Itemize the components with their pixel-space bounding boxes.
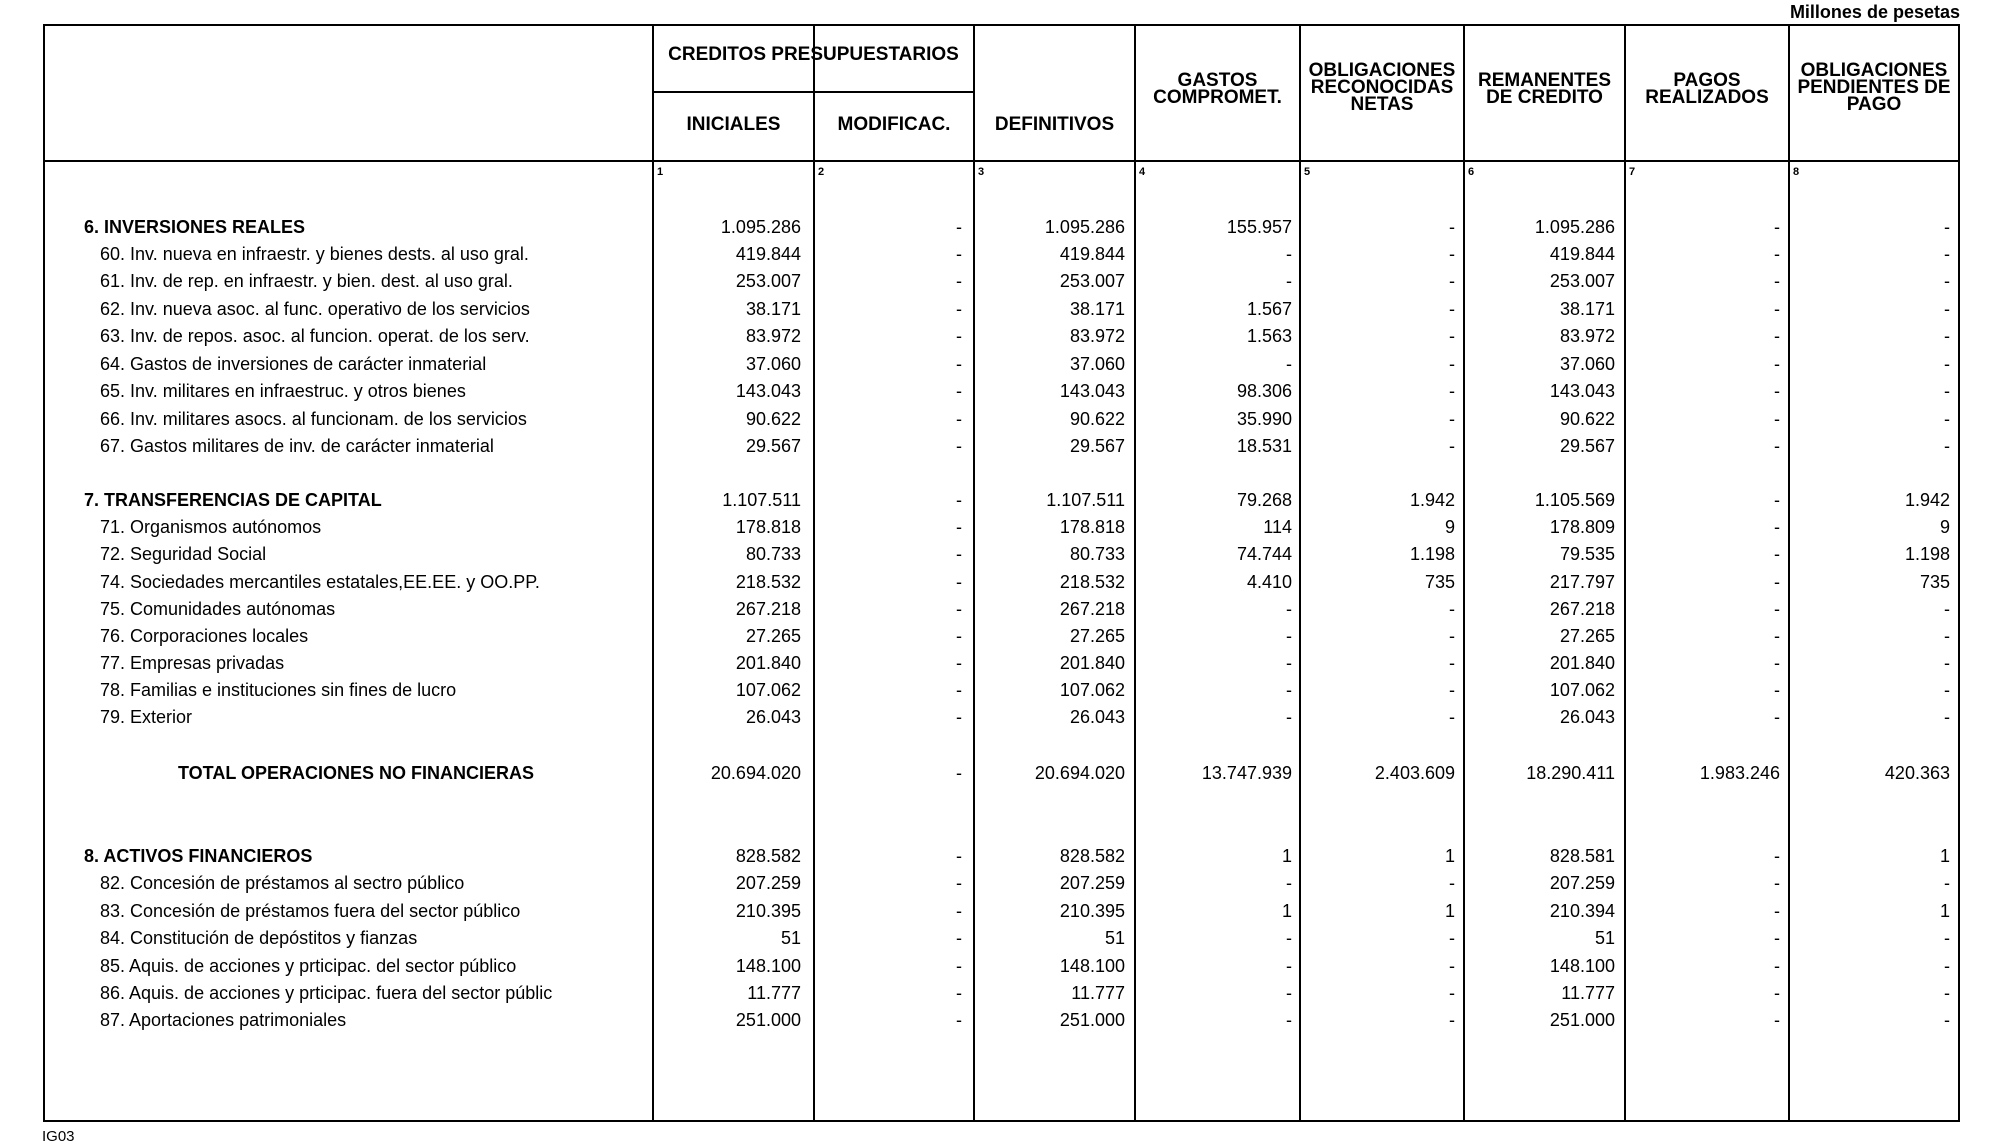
row-label: 71. Organismos autónomos (100, 517, 322, 537)
cell-col-4: 1 (1281, 901, 1292, 921)
cell-col-3: 83.972 (1069, 326, 1125, 346)
cell-col-7: - (1774, 409, 1780, 429)
header-line: OBLIGACIONES (1308, 60, 1456, 81)
cell-col-2: - (956, 326, 962, 346)
cell-col-5: - (1449, 271, 1455, 291)
cell-col-4: 18.531 (1236, 436, 1292, 456)
cell-col-6: 11.777 (1561, 983, 1615, 1003)
row-label: 63. Inv. de repos. asoc. al funcion. operat. de los serv. (100, 326, 530, 346)
cell-col-3: 143.043 (1059, 381, 1125, 401)
table-row (0, 487, 2000, 514)
cell-col-5: 9 (1444, 517, 1455, 537)
row-label: 75. Comunidades autónomas (100, 599, 336, 619)
cell-col-5: - (1449, 599, 1455, 619)
cell-col-4: - (1286, 928, 1292, 948)
cell-col-2: - (956, 299, 962, 319)
cell-col-7: - (1774, 599, 1780, 619)
cell-col-4: - (1286, 599, 1292, 619)
cell-col-2: - (956, 381, 962, 401)
table-row (0, 677, 2000, 704)
cell-col-3: 178.818 (1059, 517, 1125, 537)
table-row (0, 843, 2000, 870)
cell-col-4: 155.957 (1226, 217, 1292, 237)
cell-col-4: 1.563 (1246, 326, 1292, 346)
cell-col-6: 148.100 (1549, 956, 1615, 976)
cell-col-8: - (1944, 626, 1950, 646)
cell-col-5: - (1449, 956, 1455, 976)
row-label: 67. Gastos militares de inv. de carácter inmaterial (100, 436, 494, 456)
header-line: GASTOS (1177, 70, 1258, 91)
row-label: 7. TRANSFERENCIAS DE CAPITAL (84, 490, 382, 510)
cell-col-7: - (1774, 436, 1780, 456)
cell-col-1: 143.043 (735, 381, 801, 401)
cell-col-8: 9 (1939, 517, 1950, 537)
table-row (0, 268, 2000, 295)
cell-col-2: - (956, 873, 962, 893)
cell-col-8: - (1944, 326, 1950, 346)
header-pagos (1626, 72, 1788, 106)
cell-col-8: - (1944, 1010, 1950, 1030)
cell-col-1: 419.844 (735, 244, 801, 264)
cell-col-7: - (1774, 983, 1780, 1003)
cell-col-4: - (1286, 680, 1292, 700)
cell-col-1: 1.107.511 (722, 490, 801, 510)
cell-col-7: - (1774, 956, 1780, 976)
row-label: 74. Sociedades mercantiles estatales,EE.EE. y OO.PP. (100, 572, 540, 592)
cell-col-8: 1 (1939, 846, 1950, 866)
cell-col-6: 107.062 (1549, 680, 1615, 700)
col-number: 1 (657, 166, 664, 178)
cell-col-8: - (1944, 956, 1950, 976)
footer-code: IG03 (42, 1128, 75, 1145)
row-label: 65. Inv. militares en infraestruc. y otros bienes (100, 381, 466, 401)
cell-col-8: 1 (1939, 901, 1950, 921)
row-label: 84. Constitución de depóstitos y fianzas (100, 928, 418, 948)
cell-col-6: 217.797 (1549, 572, 1615, 592)
cell-col-6: 27.265 (1559, 626, 1615, 646)
header-bottom-line (43, 160, 1960, 162)
header-line: REALIZADOS (1645, 87, 1769, 108)
cell-col-6: 90.622 (1559, 409, 1615, 429)
table-row (0, 870, 2000, 897)
cell-col-4: - (1286, 271, 1292, 291)
cell-col-6: 253.007 (1549, 271, 1615, 291)
table-row (0, 980, 2000, 1007)
cell-col-3: 27.265 (1069, 626, 1125, 646)
cell-col-7: - (1774, 680, 1780, 700)
cell-col-4: 1 (1281, 846, 1292, 866)
cell-col-1: 27.265 (745, 626, 801, 646)
cell-col-5: - (1449, 381, 1455, 401)
col-number: 2 (818, 166, 825, 178)
cell-col-3: 20.694.020 (1034, 763, 1125, 783)
cell-col-6: 1.095.286 (1534, 217, 1615, 237)
cell-col-3: 148.100 (1059, 956, 1125, 976)
cell-col-7: - (1774, 846, 1780, 866)
table-row (0, 596, 2000, 623)
cell-col-2: - (956, 409, 962, 429)
cell-col-5: - (1449, 653, 1455, 673)
cell-col-3: 251.000 (1059, 1010, 1125, 1030)
cell-col-6: 38.171 (1559, 299, 1615, 319)
header-line: REMANENTES (1477, 70, 1611, 91)
row-label: 60. Inv. nueva en infraestr. y bienes dests. al uso gral. (100, 244, 529, 264)
table-row (0, 323, 2000, 350)
cell-col-5: - (1449, 299, 1455, 319)
table-row (0, 898, 2000, 925)
cell-col-3: 80.733 (1069, 544, 1125, 564)
cell-col-1: 207.259 (735, 873, 801, 893)
header-line: OBLIGACIONES (1800, 60, 1948, 81)
cell-col-1: 178.818 (735, 517, 801, 537)
cell-col-7: - (1774, 572, 1780, 592)
header-line: DE CREDITO (1486, 87, 1603, 108)
col-number: 4 (1139, 166, 1146, 178)
header-line: COMPROMET. (1153, 87, 1282, 108)
cell-col-8: - (1944, 928, 1950, 948)
cell-col-4: - (1286, 626, 1292, 646)
cell-col-1: 11.777 (747, 983, 801, 1003)
cell-col-6: 37.060 (1559, 354, 1615, 374)
cell-col-2: - (956, 572, 962, 592)
header-line: NETAS (1350, 94, 1414, 115)
cell-col-3: 253.007 (1059, 271, 1125, 291)
cell-col-7: - (1774, 217, 1780, 237)
header-line: PAGOS (1673, 70, 1741, 91)
col-number: 8 (1793, 166, 1800, 178)
cell-col-3: 201.840 (1059, 653, 1125, 673)
cell-col-3: 29.567 (1069, 436, 1125, 456)
table-row (0, 433, 2000, 460)
units-note: Millones de pesetas (1789, 2, 1960, 22)
cell-col-1: 201.840 (735, 653, 801, 673)
cell-col-2: - (956, 599, 962, 619)
header-line: RECONOCIDAS (1310, 77, 1454, 98)
cell-col-3: 107.062 (1059, 680, 1125, 700)
cell-col-5: - (1449, 680, 1455, 700)
header-modificac: MODIFICAC. (837, 114, 951, 135)
cell-col-2: - (956, 244, 962, 264)
cell-col-6: 29.567 (1559, 436, 1615, 456)
cell-col-7: 1.983.246 (1699, 763, 1780, 783)
cell-col-7: - (1774, 873, 1780, 893)
header-creditos: CREDITOS PRESUPUESTARIOS (668, 44, 959, 65)
cell-col-2: - (956, 763, 962, 783)
cell-col-6: 26.043 (1559, 707, 1615, 727)
cell-col-2: - (956, 707, 962, 727)
cell-col-2: - (956, 928, 962, 948)
row-label: 62. Inv. nueva asoc. al func. operativo de los servicios (100, 299, 530, 319)
row-label: 87. Aportaciones patrimoniales (100, 1010, 347, 1030)
cell-col-6: 251.000 (1549, 1010, 1615, 1030)
cell-col-3: 267.218 (1059, 599, 1125, 619)
cell-col-3: 90.622 (1069, 409, 1125, 429)
cell-col-2: - (956, 436, 962, 456)
cell-col-7: - (1774, 517, 1780, 537)
cell-col-8: - (1944, 354, 1950, 374)
cell-col-1: 251.000 (735, 1010, 801, 1030)
cell-col-6: 828.581 (1549, 846, 1615, 866)
cell-col-4: 114 (1263, 517, 1292, 537)
cell-col-1: 210.395 (735, 901, 801, 921)
cell-col-7: - (1774, 490, 1780, 510)
cell-col-6: 1.105.569 (1534, 490, 1615, 510)
cell-col-4: 4.410 (1246, 572, 1292, 592)
cell-col-7: - (1774, 381, 1780, 401)
cell-col-5: 1 (1444, 846, 1455, 866)
cell-col-6: 143.043 (1549, 381, 1615, 401)
cell-col-3: 26.043 (1069, 707, 1125, 727)
row-label: 78. Familias e instituciones sin fines de lucro (100, 680, 457, 700)
cell-col-8: - (1944, 873, 1950, 893)
cell-col-1: 38.171 (745, 299, 801, 319)
header-obligaciones (1301, 62, 1463, 113)
cell-col-5: 735 (1424, 572, 1455, 592)
cell-col-2: - (956, 680, 962, 700)
cell-col-8: 420.363 (1884, 763, 1950, 783)
cell-col-6: 51 (1594, 928, 1615, 948)
row-label: 79. Exterior (100, 707, 193, 727)
cell-col-2: - (956, 517, 962, 537)
cell-col-7: - (1774, 901, 1780, 921)
cell-col-2: - (956, 271, 962, 291)
cell-col-5: 1.942 (1409, 490, 1455, 510)
cell-col-4: - (1286, 244, 1292, 264)
cell-col-7: - (1774, 1010, 1780, 1030)
cell-col-1: 1.095.286 (720, 217, 801, 237)
cell-col-2: - (956, 983, 962, 1003)
cell-col-8: 1.198 (1904, 544, 1950, 564)
header-gastos (1136, 72, 1299, 106)
cell-col-8: - (1944, 244, 1950, 264)
cell-col-5: - (1449, 409, 1455, 429)
cell-col-2: - (956, 1010, 962, 1030)
table-row (0, 296, 2000, 323)
cell-col-5: - (1449, 983, 1455, 1003)
cell-col-5: - (1449, 707, 1455, 727)
cell-col-3: 11.777 (1071, 983, 1125, 1003)
header-iniciales: INICIALES (686, 114, 781, 135)
cell-col-3: 207.259 (1059, 873, 1125, 893)
cell-col-1: 828.582 (735, 846, 801, 866)
cell-col-7: - (1774, 544, 1780, 564)
header-line: PAGO (1846, 94, 1902, 115)
cell-col-8: - (1944, 381, 1950, 401)
cell-col-5: - (1449, 436, 1455, 456)
table-row (0, 378, 2000, 405)
cell-col-4: - (1286, 1010, 1292, 1030)
cell-col-1: 253.007 (735, 271, 801, 291)
row-label: 85. Aquis. de acciones y prticipac. del sector público (100, 956, 517, 976)
cell-col-2: - (956, 846, 962, 866)
cell-col-8: 1.942 (1904, 490, 1950, 510)
cell-col-8: - (1944, 983, 1950, 1003)
table-row (0, 351, 2000, 378)
cell-col-8: - (1944, 436, 1950, 456)
cell-col-1: 148.100 (735, 956, 801, 976)
cell-col-5: - (1449, 217, 1455, 237)
cell-col-5: - (1449, 1010, 1455, 1030)
row-label: 66. Inv. militares asocs. al funcionam. de los servicios (100, 409, 527, 429)
table-row (0, 953, 2000, 980)
cell-col-8: - (1944, 217, 1950, 237)
cell-col-7: - (1774, 354, 1780, 374)
cell-col-4: 79.268 (1236, 490, 1292, 510)
cell-col-7: - (1774, 326, 1780, 346)
cell-col-6: 79.535 (1559, 544, 1615, 564)
cell-col-7: - (1774, 244, 1780, 264)
cell-col-4: 13.747.939 (1201, 763, 1292, 783)
cell-col-6: 178.809 (1549, 517, 1615, 537)
col-number: 7 (1629, 166, 1636, 178)
col-number: 5 (1304, 166, 1311, 178)
cell-col-1: 37.060 (745, 354, 801, 374)
cell-col-8: 735 (1919, 572, 1950, 592)
cell-col-1: 90.622 (745, 409, 801, 429)
table-row (0, 514, 2000, 541)
cell-col-3: 38.171 (1069, 299, 1125, 319)
cell-col-3: 828.582 (1059, 846, 1125, 866)
cell-col-5: 1.198 (1409, 544, 1455, 564)
cell-col-6: 201.840 (1549, 653, 1615, 673)
col-number: 3 (978, 166, 985, 178)
cell-col-5: 1 (1444, 901, 1455, 921)
table-row (0, 406, 2000, 433)
cell-col-8: - (1944, 299, 1950, 319)
cell-col-5: - (1449, 354, 1455, 374)
row-label: 86. Aquis. de acciones y prticipac. fuera del sector públic (100, 983, 553, 1003)
cell-col-6: 419.844 (1549, 244, 1615, 264)
header-line: PENDIENTES DE (1797, 77, 1951, 98)
row-label: 82. Concesión de préstamos al sectro público (100, 873, 465, 893)
table-row (0, 1007, 2000, 1034)
cell-col-4: - (1286, 354, 1292, 374)
cell-col-4: 35.990 (1236, 409, 1292, 429)
cell-col-3: 37.060 (1069, 354, 1125, 374)
cell-col-4: - (1286, 983, 1292, 1003)
cell-col-7: - (1774, 707, 1780, 727)
cell-col-1: 51 (780, 928, 801, 948)
cell-col-2: - (956, 354, 962, 374)
table-row (0, 704, 2000, 731)
cell-col-6: 83.972 (1559, 326, 1615, 346)
cell-col-7: - (1774, 928, 1780, 948)
cell-col-5: - (1449, 873, 1455, 893)
cell-col-3: 1.107.511 (1046, 490, 1125, 510)
cell-col-2: - (956, 901, 962, 921)
cell-col-2: - (956, 490, 962, 510)
cell-col-4: - (1286, 707, 1292, 727)
cell-col-1: 83.972 (745, 326, 801, 346)
table-row (0, 569, 2000, 596)
cell-col-5: - (1449, 626, 1455, 646)
cell-col-3: 51 (1104, 928, 1125, 948)
col-number: 6 (1468, 166, 1475, 178)
cell-col-1: 218.532 (735, 572, 801, 592)
row-label: 64. Gastos de inversiones de carácter inmaterial (100, 354, 487, 374)
row-label: 61. Inv. de rep. en infraestr. y bien. dest. al uso gral. (100, 271, 513, 291)
cell-col-8: - (1944, 409, 1950, 429)
cell-col-6: 18.290.411 (1526, 763, 1615, 783)
cell-col-4: 98.306 (1236, 381, 1292, 401)
cell-col-7: - (1774, 299, 1780, 319)
cell-col-1: 107.062 (735, 680, 801, 700)
table-row (0, 541, 2000, 568)
cell-col-3: 210.395 (1059, 901, 1125, 921)
cell-col-8: - (1944, 707, 1950, 727)
cell-col-1: 26.043 (745, 707, 801, 727)
header-remanentes (1465, 72, 1624, 106)
cell-col-7: - (1774, 653, 1780, 673)
cell-col-3: 419.844 (1059, 244, 1125, 264)
cell-col-6: 267.218 (1549, 599, 1615, 619)
table-row (0, 760, 2000, 787)
cell-col-8: - (1944, 599, 1950, 619)
header-definitivos: DEFINITIVOS (994, 114, 1115, 135)
cell-col-8: - (1944, 271, 1950, 291)
cell-col-5: 2.403.609 (1374, 763, 1455, 783)
row-label: TOTAL OPERACIONES NO FINANCIERAS (178, 763, 535, 783)
table-row (0, 214, 2000, 241)
header-pendientes (1790, 62, 1958, 113)
table-row (0, 241, 2000, 268)
cell-col-1: 80.733 (745, 544, 801, 564)
cell-col-2: - (956, 626, 962, 646)
cell-col-4: 74.744 (1236, 544, 1292, 564)
row-label: 76. Corporaciones locales (100, 626, 309, 646)
cell-col-6: 210.394 (1549, 901, 1615, 921)
cell-col-8: - (1944, 680, 1950, 700)
cell-col-3: 1.095.286 (1044, 217, 1125, 237)
cell-col-4: - (1286, 873, 1292, 893)
row-label: 83. Concesión de préstamos fuera del sector público (100, 901, 521, 921)
cell-col-2: - (956, 956, 962, 976)
cell-col-3: 218.532 (1059, 572, 1125, 592)
cell-col-4: - (1286, 956, 1292, 976)
row-label: 77. Empresas privadas (100, 653, 285, 673)
cell-col-4: 1.567 (1246, 299, 1292, 319)
cell-col-7: - (1774, 271, 1780, 291)
header-subdivider (652, 91, 975, 93)
cell-col-1: 29.567 (745, 436, 801, 456)
cell-col-4: - (1286, 653, 1292, 673)
table-row (0, 650, 2000, 677)
cell-col-6: 207.259 (1549, 873, 1615, 893)
cell-col-5: - (1449, 326, 1455, 346)
cell-col-5: - (1449, 928, 1455, 948)
cell-col-1: 267.218 (735, 599, 801, 619)
table-row (0, 925, 2000, 952)
cell-col-7: - (1774, 626, 1780, 646)
cell-col-8: - (1944, 653, 1950, 673)
cell-col-2: - (956, 544, 962, 564)
row-label: 8. ACTIVOS FINANCIEROS (84, 846, 313, 866)
row-label: 6. INVERSIONES REALES (84, 217, 306, 237)
row-label: 72. Seguridad Social (100, 544, 267, 564)
cell-col-1: 20.694.020 (710, 763, 801, 783)
cell-col-2: - (956, 217, 962, 237)
cell-col-5: - (1449, 244, 1455, 264)
table-row (0, 623, 2000, 650)
cell-col-2: - (956, 653, 962, 673)
